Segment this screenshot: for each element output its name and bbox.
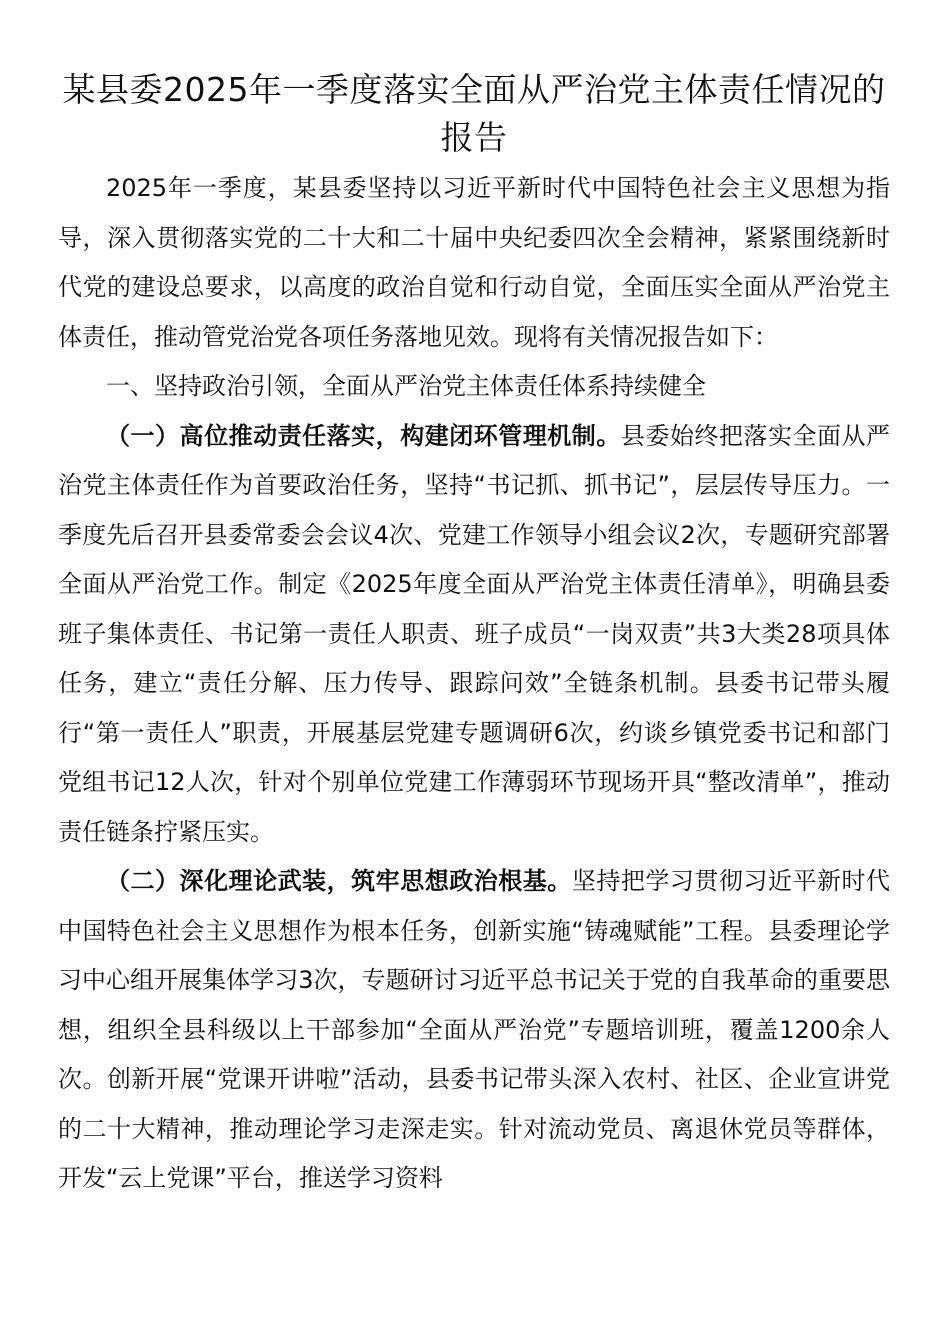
section-1-item-2-subheading: （二）深化理论武装，筑牢思想政治根基。 [106, 867, 572, 895]
section-1-item-1-subheading: （一）高位推动责任落实，构建闭环管理机制。 [106, 421, 621, 450]
section-1-item-1-paragraph [58, 412, 890, 858]
intro-paragraph: 2025年一季度，某县委坚持以习近平新时代中国特色社会主义思想为指导，深入贯彻落实党的二十大和二十届中央纪委四次全会精神，紧紧围绕新时代党的建设总要求，以高度的政治自觉和行动自觉，全面压实全面从严治党主体责任，推动管党治党各项任务落地见效。现将有关情况报告如下： [58, 174, 890, 351]
section-1-item-1-body: 县委始终把落实全面从严治党主体责任作为首要政治任务，坚持“书记抓、抓书记”，层层传导压力。一季度先后召开县委常委会会议4次、党建工作领导小组会议2次，专题研究部署全面从严治党工作。制定《2025年度全面从严治党主体责任清单》，明确县委班子集体责任、书记第一责任人职责、班子成员“一岗双责”共3大类28项具体任务，建立“责任分解、压力传导、跟踪问效”全链条机制。县委书记带头履行“第一责任人”职责，开展基层党建专题调研6次，约谈乡镇党委书记和部门党组书记12人次，针对个别单位党建工作薄弱环节现场开具“整改清单”，推动责任链条拧紧压实。 [58, 421, 891, 846]
document-title: 某县委2025年一季度落实全面从严治党主体责任情况的报告 [62, 70, 886, 157]
section-1-item-2-body: 坚持把学习贯彻习近平新时代中国特色社会主义思想作为根本任务，创新实施“铸魂赋能”工程。县委理论学习中心组开展集体学习3次，专题研讨习近平总书记关于党的自我革命的重要思想，组织全县科级以上干部参加“全面从严治党”专题培训班，覆盖1200余人次。创新开展“党课开讲啦”活动，县委书记带头深入农村、社区、企业宣讲党的二十大精神，推动理论学习走深走实。针对流动党员、离退休党员等群体，开发“云上党课”平台，推送学习资料 [58, 867, 891, 1192]
section-1-heading: 一、坚持政治引领，全面从严治党主体责任体系持续健全 [106, 372, 706, 400]
document-page [58, 66, 890, 1204]
section-1-item-2-paragraph [58, 857, 890, 1204]
